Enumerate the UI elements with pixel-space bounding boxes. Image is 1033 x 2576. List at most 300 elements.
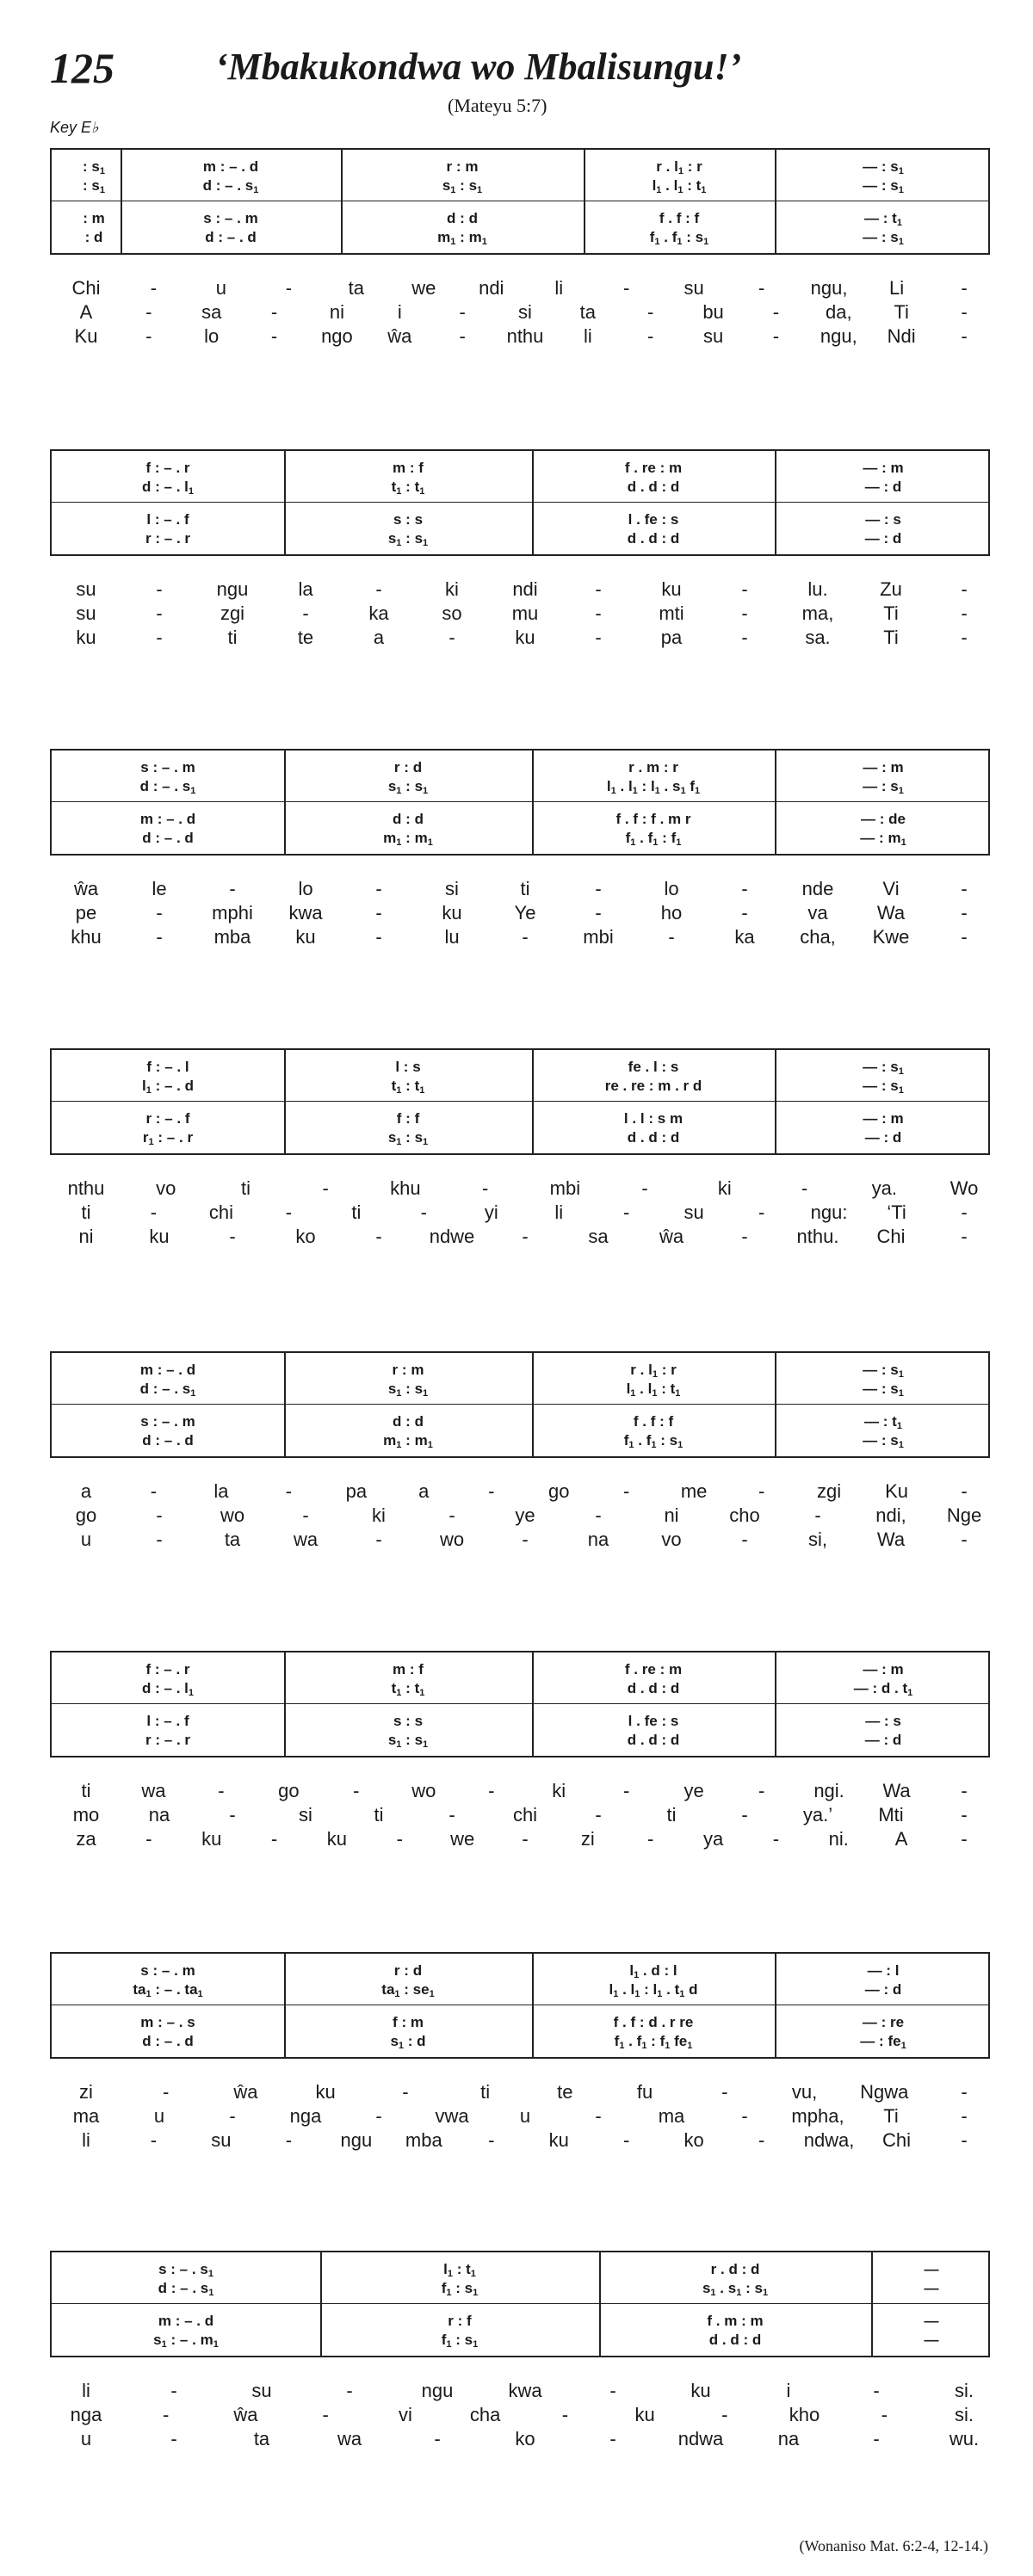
- lyric-syllable: -: [488, 1480, 495, 1502]
- solfa-measure: — : $s_1$: [863, 778, 904, 796]
- lyric-syllable: -: [353, 1780, 360, 1801]
- lyric-syllable: ti: [666, 1804, 677, 1825]
- solfa-measure: — : $fe_1$: [860, 2033, 906, 2051]
- lyric-syllable: mbi: [549, 1177, 581, 1199]
- lyric-syllable: li: [82, 2129, 90, 2151]
- lyric-syllable: Nge: [946, 1504, 982, 1526]
- solfa-measure: f : – . r: [145, 460, 190, 476]
- lyric-line: [0, 2081, 1033, 2105]
- voice-row: [52, 1129, 988, 1148]
- lyric-syllable: we: [411, 277, 436, 299]
- lyric-syllable: ti: [240, 1177, 251, 1199]
- lyric-syllable: Li: [888, 277, 905, 299]
- lyric-syllable: ngu:: [810, 1202, 848, 1223]
- lyric-syllable: ka: [368, 602, 389, 624]
- lyric-line: [0, 1780, 1033, 1804]
- solfa-measure: s : – . m: [140, 1962, 195, 1979]
- lyric-syllable: ku: [149, 1226, 170, 1247]
- lyric-syllable: -: [150, 1202, 158, 1223]
- lyric-syllable: -: [396, 1828, 403, 1850]
- lyric-syllable: -: [156, 926, 163, 948]
- lyric-syllable: -: [961, 602, 968, 624]
- lyric-syllable: khu: [390, 1177, 421, 1199]
- lyric-syllable: wu.: [949, 2428, 980, 2449]
- lyric-syllable: ya.’: [802, 1804, 833, 1825]
- lyric-syllable: -: [647, 325, 654, 347]
- solfa-measure: $l_1$ . d : l: [629, 1962, 677, 1980]
- lyric-syllable: ndi: [512, 578, 538, 600]
- solfa-measure: $f_1$ . $f_1$ : $f_1$: [625, 830, 682, 848]
- lyric-syllable: da,: [825, 301, 852, 323]
- lyric-syllable: ya.: [871, 1177, 897, 1199]
- solfa-measure: d . d : d: [627, 1129, 680, 1146]
- solfa-measure: $f_1$ . $f_1$ : $f_1$ $fe_1$: [614, 2033, 693, 2051]
- lyric-syllable: la: [213, 1480, 229, 1502]
- lyric-syllable: yi: [484, 1202, 498, 1223]
- lyric-syllable: nthu.: [796, 1226, 839, 1247]
- solfa-measure: $s_1$ : $s_1$: [387, 530, 429, 548]
- lyric-syllable: te: [297, 627, 314, 648]
- lyric-syllable: u: [80, 1529, 92, 1550]
- lyric-syllable: a: [418, 1480, 430, 1502]
- lyric-syllable: ndwa: [677, 2428, 724, 2449]
- solfa-measure: $f_1$ : $s_1$: [441, 2332, 479, 2350]
- lyric-syllable: -: [375, 878, 382, 899]
- voice-row: [52, 759, 988, 778]
- lyric-syllable: -: [647, 301, 654, 323]
- solfa-measure: $l_1$ . $l_1$ : $l_1$ . $t_1$ d: [609, 1981, 698, 1999]
- lyric-syllable: si: [518, 301, 532, 323]
- solfa-measure: m : – . d: [158, 2313, 214, 2329]
- lyric-syllable: ma: [72, 2105, 100, 2127]
- lyric-syllable: a: [80, 1480, 92, 1502]
- lyric-syllable: -: [375, 1529, 382, 1550]
- lyric-syllable: ‘Ti: [887, 1202, 906, 1223]
- solfa-measure: $m_1$ : $m_1$: [383, 830, 433, 848]
- lyric-syllable: -: [961, 2105, 968, 2127]
- lyric-syllable: -: [741, 1226, 748, 1247]
- solfa-measure: s : – . m: [140, 759, 195, 775]
- lyric-syllable: ŵa: [659, 1226, 684, 1247]
- lyric-line: [0, 2428, 1033, 2452]
- lyric-syllable: -: [741, 902, 748, 924]
- solfa-measure: — : d: [864, 530, 902, 547]
- lyric-syllable: cho: [729, 1504, 760, 1526]
- solfa-measure: $m_1$ : $m_1$: [383, 1432, 433, 1450]
- lyric-syllable: zgi: [220, 602, 245, 624]
- solfa-measure: r . $l_1$ : r: [656, 158, 702, 176]
- lyric-syllable: ku: [442, 902, 462, 924]
- lyric-syllable: -: [595, 602, 602, 624]
- lyric-syllable: vo: [661, 1529, 682, 1550]
- lyric-syllable: go: [547, 1480, 570, 1502]
- lyric-syllable: ku: [326, 1828, 348, 1850]
- lyric-syllable: ni: [329, 301, 344, 323]
- solfa-measure: r : d: [393, 759, 423, 775]
- lyric-syllable: ŵa: [233, 2081, 258, 2103]
- solfa-measure: r : f: [448, 2313, 472, 2329]
- solfa-measure: m : – . d: [202, 158, 259, 175]
- lyric-syllable: Mti: [878, 1804, 904, 1825]
- lyric-syllable: -: [302, 602, 309, 624]
- solfa-measure: —: [924, 2332, 939, 2348]
- lyric-syllable: chi: [512, 1804, 538, 1825]
- lyric-syllable: kwa: [508, 2380, 542, 2401]
- solfa-measure: $t_1$ : $t_1$: [391, 1680, 425, 1698]
- lyric-line: [0, 1504, 1033, 1529]
- solfa-measure: d . d : d: [627, 1680, 680, 1696]
- solfa-measure: — : m: [863, 1110, 904, 1127]
- voice-row: [52, 1110, 988, 1129]
- solfa-measure: — : m: [863, 1661, 904, 1677]
- lyric-line: [0, 578, 1033, 602]
- solfa-measure: f . f : f: [633, 1413, 674, 1430]
- lyric-syllable: -: [961, 1480, 968, 1502]
- score-system-7: [50, 1952, 990, 2059]
- lyric-syllable: -: [156, 578, 163, 600]
- solfa-measure: d : – . $s_1$: [202, 177, 259, 195]
- solfa-measure: l : – . f: [146, 511, 189, 528]
- lyric-syllable: -: [270, 301, 278, 323]
- lyric-syllable: Chi: [882, 2129, 912, 2151]
- solfa-measure: — : d: [864, 479, 902, 495]
- lyric-syllable: ngi.: [813, 1780, 844, 1801]
- solfa-measure: d : – . d: [142, 2033, 194, 2049]
- lyric-syllable: -: [150, 1480, 158, 1502]
- lyric-syllable: wo: [439, 1529, 465, 1550]
- solfa-measure: f . f : d . r re: [613, 2014, 694, 2030]
- lyric-syllable: -: [595, 627, 602, 648]
- solfa-measure: $l_1$ . $l_1$ : $l_1$ . $s_1$ $f_1$: [606, 778, 701, 796]
- solfa-measure: : d: [84, 229, 103, 245]
- lyric-syllable: zi: [79, 2081, 93, 2103]
- lyric-syllable: -: [375, 926, 382, 948]
- lyric-line: [0, 1226, 1033, 1250]
- lyric-syllable: ŵa: [233, 2404, 258, 2425]
- lyric-syllable: -: [459, 325, 466, 347]
- lyric-syllable: -: [961, 2081, 968, 2103]
- solfa-measure: — : $s_1$: [863, 1362, 904, 1380]
- lyric-syllable: -: [961, 1529, 968, 1550]
- lyric-syllable: ti: [520, 878, 530, 899]
- solfa-measure: r : d: [393, 1962, 423, 1979]
- lyric-syllable: pa: [660, 627, 683, 648]
- solfa-measure: d . d : d: [627, 530, 680, 547]
- staff-divider: [52, 502, 988, 503]
- lyric-syllable: -: [522, 1828, 529, 1850]
- lyric-syllable: ta: [348, 277, 365, 299]
- lyric-syllable: vwa: [435, 2105, 469, 2127]
- lyric-syllable: su: [76, 578, 96, 600]
- lyric-syllable: -: [522, 1529, 529, 1550]
- lyric-syllable: -: [322, 2404, 329, 2425]
- lyric-syllable: -: [961, 627, 968, 648]
- score-system-5: [50, 1351, 990, 1458]
- lyric-syllable: cha,: [800, 926, 836, 948]
- lyric-syllable: mo: [72, 1804, 100, 1825]
- lyric-syllable: Zu: [880, 578, 902, 600]
- lyric-syllable: fu: [636, 2081, 653, 2103]
- lyric-syllable: ngu,: [820, 325, 857, 347]
- lyric-syllable: -: [375, 1226, 382, 1247]
- solfa-measure: s : s: [393, 511, 424, 528]
- solfa-measure: — : $s_1$: [863, 177, 904, 195]
- solfa-measure: d : d: [447, 210, 478, 226]
- solfa-measure: r . $l_1$ : r: [630, 1362, 677, 1380]
- lyric-syllable: -: [402, 2081, 409, 2103]
- solfa-measure: — : $s_1$: [863, 1432, 904, 1450]
- lyric-syllable: Chi: [71, 277, 101, 299]
- lyric-syllable: ku: [201, 1828, 222, 1850]
- lyric-syllable: li: [554, 1202, 564, 1223]
- lyric-syllable: i: [786, 2380, 791, 2401]
- solfa-measure: d : – . $l_1$: [141, 1680, 195, 1698]
- lyric-syllable: la: [298, 578, 313, 600]
- lyric-syllable: go: [278, 1780, 300, 1801]
- staff-divider: [52, 801, 988, 802]
- lyric-syllable: -: [229, 1226, 236, 1247]
- lyric-syllable: -: [156, 1529, 163, 1550]
- lyric-syllable: ku: [634, 2404, 655, 2425]
- lyric-line: [0, 277, 1033, 301]
- lyric-syllable: ya: [702, 1828, 724, 1850]
- lyric-syllable: ki: [717, 1177, 732, 1199]
- solfa-measure: r : – . r: [145, 530, 191, 547]
- lyric-line: [0, 1480, 1033, 1504]
- staff-divider: [52, 1101, 988, 1102]
- solfa-measure: d . d : d: [708, 2332, 762, 2348]
- lyric-syllable: ngu: [340, 2129, 373, 2151]
- lyric-syllable: nga: [289, 2105, 322, 2127]
- lyric-syllable: ku: [515, 627, 535, 648]
- voice-row: [52, 2332, 988, 2351]
- voice-row: [52, 1413, 988, 1432]
- lyric-syllable: ni: [78, 1226, 94, 1247]
- lyric-syllable: Ndi: [887, 325, 916, 347]
- lyric-syllable: -: [758, 1202, 765, 1223]
- lyric-syllable: Ti: [883, 2105, 899, 2127]
- lyric-syllable: nthu: [506, 325, 544, 347]
- lyric-syllable: nde: [801, 878, 834, 899]
- score-system-2: [50, 449, 990, 556]
- lyric-syllable: u: [153, 2105, 165, 2127]
- lyric-syllable: lu.: [807, 578, 828, 600]
- lyric-syllable: -: [772, 301, 780, 323]
- lyric-syllable: mba: [213, 926, 251, 948]
- lyric-syllable: Wa: [876, 1529, 906, 1550]
- lyric-syllable: va: [807, 902, 828, 924]
- solfa-measure: $t_1$ : $t_1$: [391, 479, 425, 497]
- lyric-syllable: mphi: [212, 902, 253, 924]
- voice-row: [52, 2014, 988, 2033]
- lyric-syllable: -: [270, 325, 278, 347]
- lyric-syllable: vi: [398, 2404, 412, 2425]
- solfa-measure: : m: [83, 210, 105, 226]
- lyric-syllable: bu: [702, 301, 724, 323]
- lyric-syllable: -: [873, 2380, 880, 2401]
- lyric-syllable: su: [684, 277, 704, 299]
- lyric-syllable: li: [82, 2380, 90, 2401]
- solfa-measure: d . d : d: [627, 479, 680, 495]
- lyric-syllable: -: [346, 2380, 353, 2401]
- solfa-measure: r : m: [392, 1362, 424, 1378]
- solfa-measure: — : d . $t_1$: [853, 1680, 913, 1698]
- lyric-syllable: -: [741, 602, 748, 624]
- lyric-syllable: vo: [156, 1177, 176, 1199]
- solfa-measure: $s_1$ : $s_1$: [387, 1381, 429, 1399]
- lyric-syllable: -: [218, 1780, 225, 1801]
- lyric-syllable: lo: [664, 878, 679, 899]
- lyric-syllable: ku: [661, 578, 682, 600]
- lyric-syllable: -: [448, 1804, 455, 1825]
- lyric-syllable: kho: [789, 2404, 820, 2425]
- lyric-syllable: -: [595, 2105, 602, 2127]
- voice-row: [52, 1680, 988, 1699]
- lyric-syllable: ndwa,: [803, 2129, 855, 2151]
- lyric-syllable: mbi: [583, 926, 614, 948]
- lyric-syllable: -: [150, 2129, 158, 2151]
- solfa-measure: r . m : r: [628, 759, 678, 775]
- solfa-measure: m : – . d: [139, 1362, 196, 1378]
- lyric-syllable: -: [961, 926, 968, 948]
- lyric-syllable: -: [170, 2380, 177, 2401]
- lyric-syllable: -: [961, 1804, 968, 1825]
- lyric-syllable: -: [595, 902, 602, 924]
- solfa-measure: l . l : s m: [623, 1110, 684, 1127]
- solfa-measure: f . m : m: [707, 2313, 764, 2329]
- lyric-syllable: -: [156, 602, 163, 624]
- solfa-measure: r . d : d: [710, 2261, 760, 2277]
- solfa-measure: s : – . $s_1$: [158, 2261, 213, 2279]
- lyric-syllable: ti: [374, 1804, 384, 1825]
- lyric-line: [0, 1177, 1033, 1202]
- lyric-syllable: ni: [664, 1504, 679, 1526]
- lyric-syllable: -: [772, 325, 780, 347]
- lyric-syllable: -: [741, 1804, 748, 1825]
- lyric-syllable: -: [623, 1202, 630, 1223]
- lyric-syllable: -: [961, 1828, 968, 1850]
- solfa-measure: $m_1$ : $m_1$: [437, 229, 487, 247]
- solfa-measure: f . re : m: [624, 460, 683, 476]
- voice-row: [52, 210, 988, 229]
- solfa-measure: $r_1$ : – . r: [142, 1129, 194, 1147]
- lyric-syllable: -: [961, 277, 968, 299]
- solfa-measure: — : $m_1$: [860, 830, 906, 848]
- lyric-syllable: ko: [684, 2129, 704, 2151]
- lyric-line: [0, 878, 1033, 902]
- voice-row: [52, 1661, 988, 1680]
- lyric-syllable: ko: [515, 2428, 535, 2449]
- lyric-syllable: ku: [295, 926, 316, 948]
- solfa-measure: $l_1$ : $t_1$: [443, 2261, 476, 2279]
- lyric-syllable: Ti: [894, 301, 909, 323]
- lyric-syllable: lo: [204, 325, 220, 347]
- lyric-syllable: wo: [220, 1504, 245, 1526]
- lyric-syllable: -: [741, 2105, 748, 2127]
- lyric-syllable: -: [434, 2428, 441, 2449]
- score-system-4: [50, 1048, 990, 1155]
- lyric-syllable: ko: [295, 1226, 316, 1247]
- solfa-measure: : $s_1$: [83, 177, 105, 195]
- lyric-syllable: -: [758, 1480, 765, 1502]
- lyric-syllable: -: [609, 2380, 616, 2401]
- lyric-line: [0, 1202, 1033, 1226]
- solfa-measure: m : f: [393, 1661, 424, 1677]
- lyric-line: [0, 602, 1033, 627]
- lyric-syllable: -: [488, 2129, 495, 2151]
- voice-row: [52, 830, 988, 849]
- voice-row: [52, 530, 988, 549]
- lyric-syllable: ngu: [421, 2380, 454, 2401]
- solfa-measure: s : – . m: [140, 1413, 195, 1430]
- solfa-measure: d : – . d: [142, 1432, 194, 1449]
- lyric-syllable: A: [894, 1828, 908, 1850]
- solfa-measure: $l_1$ : – . d: [141, 1078, 195, 1096]
- lyric-syllable: -: [741, 627, 748, 648]
- lyric-syllable: ta: [224, 1529, 241, 1550]
- solfa-measure: — : $s_1$: [863, 1381, 904, 1399]
- voice-row: [52, 2313, 988, 2332]
- lyric-syllable: -: [229, 1804, 236, 1825]
- lyric-syllable: ndwe: [429, 1226, 475, 1247]
- lyric-syllable: me: [680, 1480, 708, 1502]
- lyric-syllable: ti: [81, 1202, 91, 1223]
- lyric-line: [0, 1529, 1033, 1553]
- solfa-measure: r : – . f: [145, 1110, 190, 1127]
- lyric-syllable: we: [450, 1828, 475, 1850]
- solfa-measure: d : – . d: [142, 830, 194, 846]
- solfa-measure: — : $s_1$: [863, 1059, 904, 1077]
- lyric-syllable: -: [961, 1226, 968, 1247]
- lyric-syllable: Kwe: [872, 926, 910, 948]
- lyric-syllable: khu: [71, 926, 102, 948]
- voice-row: [52, 1059, 988, 1078]
- lyric-syllable: ndi: [479, 277, 504, 299]
- lyric-syllable: mti: [659, 602, 684, 624]
- lyric-syllable: Ye: [514, 902, 536, 924]
- staff-divider: [52, 1404, 988, 1405]
- lyric-syllable: su: [684, 1202, 704, 1223]
- lyric-syllable: -: [609, 2428, 616, 2449]
- solfa-measure: $s_1$ : – . $m_1$: [153, 2332, 219, 2350]
- solfa-measure: re . re : m . r d: [604, 1078, 702, 1094]
- voice-row: [52, 1713, 988, 1732]
- lyric-syllable: na: [587, 1529, 609, 1550]
- lyric-syllable: na: [148, 1804, 170, 1825]
- lyric-syllable: -: [285, 277, 293, 299]
- lyric-syllable: -: [561, 2404, 569, 2425]
- solfa-measure: l : – . f: [146, 1713, 189, 1729]
- lyric-syllable: ŵa: [73, 878, 99, 899]
- lyric-syllable: -: [522, 1226, 529, 1247]
- solfa-measure: s : s: [393, 1713, 424, 1729]
- lyric-syllable: -: [721, 2081, 728, 2103]
- lyric-syllable: sa: [201, 301, 222, 323]
- lyric-syllable: le: [152, 878, 167, 899]
- solfa-measure: f . re : m: [624, 1661, 683, 1677]
- lyric-syllable: -: [156, 1504, 163, 1526]
- lyric-syllable: cha: [469, 2404, 501, 2425]
- key-signature: Key E♭: [50, 119, 99, 136]
- solfa-measure: — : d: [864, 1732, 902, 1748]
- lyric-syllable: ku: [690, 2380, 711, 2401]
- solfa-measure: f . f : f: [659, 210, 700, 226]
- lyric-syllable: kwa: [288, 902, 323, 924]
- lyric-syllable: -: [595, 1804, 602, 1825]
- lyric-syllable: -: [801, 1177, 808, 1199]
- lyric-syllable: za: [76, 1828, 96, 1850]
- lyric-syllable: sa.: [805, 627, 831, 648]
